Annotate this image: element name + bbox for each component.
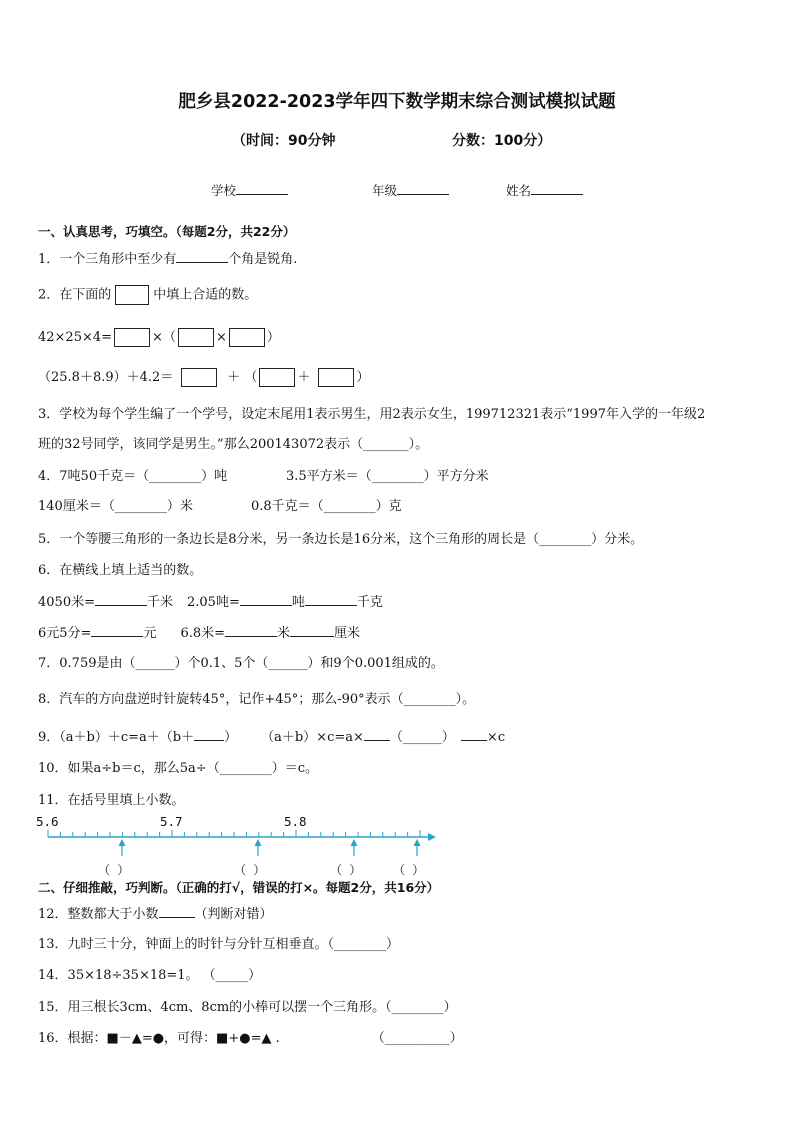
q2-text-b: 中填上合适的数。 (153, 287, 258, 303)
question-13: 13．九时三十分，钟面上的时针与分针互相垂直。（________） (38, 937, 400, 952)
tick-label-5-6: 5.6 (36, 814, 59, 829)
exam-title: 肥乡县2022-2023学年四下数学期末综合测试模拟试题 (178, 92, 616, 112)
q6l2-d: 米 (277, 626, 291, 641)
answer-bracket-4[interactable]: （ ） (393, 863, 425, 877)
tick-label-5-8: 5.8 (284, 814, 307, 829)
q9-c: （a＋b）×c=a× (261, 730, 364, 745)
q12-blank[interactable] (159, 905, 195, 918)
name-field[interactable] (506, 181, 583, 199)
q6l1-blank-3[interactable] (305, 593, 357, 606)
question-8: 8．汽车的方向盘逆时针旋转45°，记作+45°；那么-90°表示（________）。 (38, 692, 476, 707)
question-6-line-2 (38, 624, 360, 643)
school-blank[interactable] (236, 182, 288, 195)
question-1 (38, 250, 297, 269)
q2l1-text-b: ×（ (152, 330, 176, 345)
exam-time: （时间：90分钟 (232, 133, 336, 149)
question-11-stem: 11．在括号里填上小数。 (38, 793, 185, 808)
exam-score: 分数：100分） (452, 133, 552, 149)
q9-e: ×c (486, 730, 506, 745)
question-2 (38, 285, 257, 305)
q6l1-c: 2.05吨= (187, 595, 240, 610)
section2-heading: 二、仔细推敲，巧判断。（正确的打√，错误的打×。每题2分，共16分） (38, 880, 440, 895)
q6l1-blank-1[interactable] (95, 593, 147, 606)
question-16 (38, 1030, 463, 1048)
question-4-line-2b: 0.8千克＝（________）克 (251, 499, 402, 514)
number-line (32, 812, 452, 878)
q2l1-box-1[interactable] (114, 328, 150, 347)
number-line-ticks (48, 830, 420, 837)
q2l2-box-3[interactable] (318, 368, 354, 387)
section1-heading: 一、认真思考，巧填空。（每题2分，共22分） (38, 224, 296, 239)
grade-field[interactable] (372, 181, 449, 199)
q2l1-box-3[interactable] (229, 328, 265, 347)
q9-d: （______） (389, 730, 455, 745)
q6l2-c: 6.8米= (180, 626, 226, 641)
question-6-line-1 (38, 593, 383, 612)
q6l1-blank-2[interactable] (240, 593, 292, 606)
q6l2-blank-1[interactable] (91, 624, 143, 637)
q9-b: ） (224, 730, 238, 745)
q12-b: （判断对错） (194, 907, 273, 922)
q2l1-text-d: ） (266, 330, 280, 345)
question-4-line-2a: 140厘米＝（________）米 (38, 499, 193, 514)
question-15: 15．用三根长3cm、4cm、8cm的小棒可以摆一个三角形。（________） (38, 1000, 457, 1015)
name-label: 姓名 (506, 183, 532, 198)
tick-label-5-7: 5.7 (160, 814, 183, 829)
answer-bracket-1[interactable]: （ ） (98, 863, 130, 877)
q2l2-text-c: ＋ (297, 370, 311, 385)
question-3-line-1: 3．学校为每个学生编了一个学号，设定末尾用1表示男生，用2表示女生，199712321表示“1997年入学的一年级2 (38, 407, 706, 422)
q1-blank[interactable] (176, 250, 228, 263)
question-12 (38, 905, 273, 924)
q6l1-d: 吨 (291, 595, 305, 610)
arrow-3 (351, 839, 358, 856)
q9-a: 9．（a＋b）＋c=a＋（b＋ (38, 730, 195, 745)
q2l2-box-1[interactable] (181, 368, 217, 387)
q2l1-text-c: × (215, 330, 227, 345)
q6l2-e: 厘米 (334, 626, 361, 641)
question-6-stem: 6．在横线上填上适当的数。 (38, 563, 203, 578)
q1-text-b: 个角是锐角. (228, 252, 298, 267)
q6l1-b: 千米 (146, 595, 173, 610)
q9-blank-1[interactable] (194, 728, 224, 741)
grade-blank[interactable] (397, 182, 449, 195)
q2l2-box-2[interactable] (259, 368, 295, 387)
question-3-line-2: 班的32号同学，该同学是男生。”那么200143072表示（_______）。 (38, 437, 429, 452)
arrow-2 (255, 839, 262, 856)
question-4-line-1a: 4．7吨50千克＝（________）吨 (38, 469, 228, 484)
q2-sample-box (115, 285, 149, 305)
q2l2-text-a: （25.8＋8.9）＋4.2＝ (38, 370, 174, 385)
q2l1-box-2[interactable] (178, 328, 214, 347)
answer-bracket-3[interactable]: （ ） (330, 863, 362, 877)
arrow-1 (119, 839, 126, 856)
school-label: 学校 (211, 183, 237, 198)
question-10: 10．如果a÷b＝c，那么5a÷（________）＝c。 (38, 761, 318, 776)
q6l1-a: 4050米= (38, 595, 95, 610)
answer-bracket-2[interactable]: （ ） (234, 863, 266, 877)
q2l2-text-b: ＋ （ (227, 370, 258, 385)
q6l2-blank-3[interactable] (290, 624, 334, 637)
question-7: 7．0.759是由（______）个0.1、5个（______）和9个0.001组成的。 (38, 656, 444, 671)
q2-text-a: 2．在下面的 (38, 287, 112, 303)
q9-blank-3[interactable] (461, 728, 487, 741)
question-4-line-1b: 3.5平方米＝（________）平方分米 (286, 469, 489, 484)
q16-a: 16．根据：■－▲=●，可得：■+●=▲ . (38, 1031, 280, 1046)
question-2-line-2 (38, 368, 369, 387)
question-5: 5．一个等腰三角形的一条边长是8分米，另一条边长是16分米，这个三角形的周长是（________）分米。 (38, 532, 644, 547)
q6l2-blank-2[interactable] (225, 624, 277, 637)
q6l2-a: 6元5分= (38, 626, 92, 641)
number-line-arrowhead (428, 833, 436, 841)
q6l2-b: 元 (143, 626, 157, 641)
grade-label: 年级 (372, 183, 398, 198)
name-blank[interactable] (531, 182, 583, 195)
question-2-line-1 (38, 328, 280, 347)
q2l2-text-d: ） (356, 370, 370, 385)
school-field[interactable] (211, 181, 288, 199)
q2l1-text-a: 42×25×4= (38, 330, 113, 345)
question-14: 14．35×18÷35×18=1。 （_____） (38, 968, 262, 983)
arrow-4 (414, 839, 421, 856)
q6l1-e: 千克 (356, 595, 383, 610)
q9-blank-2[interactable] (364, 728, 390, 741)
q1-text-a: 1．一个三角形中至少有 (38, 252, 177, 267)
question-9 (38, 728, 505, 747)
q16-answer[interactable]: （__________） (371, 1031, 463, 1046)
q12-a: 12．整数都大于小数 (38, 907, 159, 922)
